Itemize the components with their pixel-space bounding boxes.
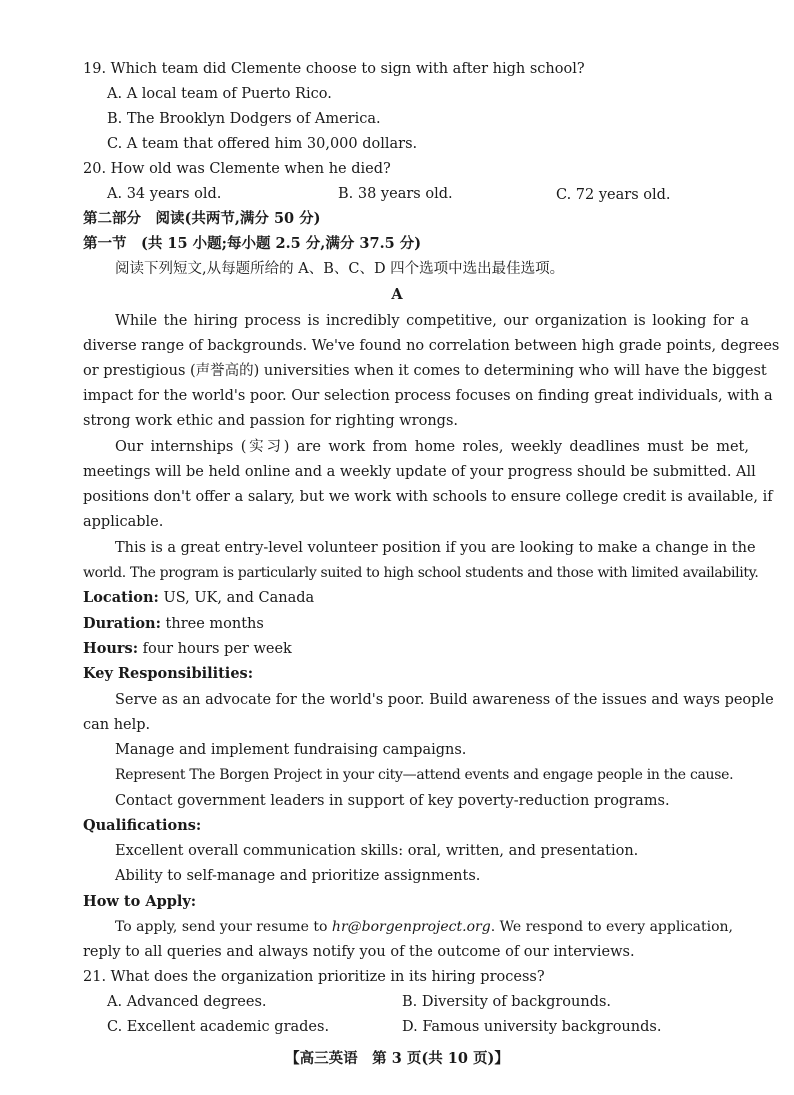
duration-row xyxy=(83,614,264,634)
resp2: Manage and implement fundraising campaigns. xyxy=(115,742,467,758)
apply-email: hr@borgenproject.org xyxy=(331,919,491,935)
part2-title: 第二部分 阅读(共两节,满分 50 分) xyxy=(83,210,321,227)
page-footer: 【高三英语 第 3 页(共 10 页)】 xyxy=(285,1050,509,1067)
p1-line2: diverse range of backgrounds. We've found no correlation between high grade points, degrees xyxy=(83,338,780,354)
q21-option-b: B. Diversity of backgrounds. xyxy=(402,994,612,1010)
duration-label: Duration: xyxy=(83,615,161,632)
qual1: Excellent overall communication skills: oral, written, and presentation. xyxy=(115,843,639,859)
location-row xyxy=(83,588,314,608)
resp3: Represent The Borgen Project in your city—attend events and engage people in the cause. xyxy=(115,767,734,783)
q20-stem: 20. How old was Clemente when he died? xyxy=(83,161,391,177)
q19-option-b: B. The Brooklyn Dodgers of America. xyxy=(107,111,381,127)
q19-option-a: A. A local team of Puerto Rico. xyxy=(107,86,332,102)
resp4: Contact government leaders in support of key poverty-reduction programs. xyxy=(115,793,670,809)
hours-value: four hours per week xyxy=(138,641,292,657)
q20-option-a: A. 34 years old. xyxy=(107,186,222,202)
p1-line4: impact for the world's poor. Our selection process focuses on finding great individuals, with a xyxy=(83,388,773,404)
reading-instruction: 阅读下列短文,从每题所给的 A、B、C、D 四个选项中选出最佳选项。 xyxy=(115,261,565,277)
location-value: US, UK, and Canada xyxy=(158,590,315,606)
q21-stem: 21. What does the organization prioritize in its hiring process? xyxy=(83,969,545,985)
p3-line2: world. The program is particularly suited to high school students and those with limited availability. xyxy=(83,565,759,581)
apply-text-post: . We respond to every application, xyxy=(490,919,734,935)
p2-line2: meetings will be held online and a weekly update of your progress should be submitted. All xyxy=(83,464,756,480)
q21-option-a: A. Advanced degrees. xyxy=(107,994,267,1010)
p3-line1: This is a great entry-level volunteer position if you are looking to make a change in the xyxy=(115,540,756,556)
apply-heading: How to Apply: xyxy=(83,893,197,910)
responsibilities-heading: Key Responsibilities: xyxy=(83,665,254,682)
qualifications-heading: Qualifications: xyxy=(83,817,202,834)
p2-line4: applicable. xyxy=(83,514,164,530)
hours-row xyxy=(83,639,292,659)
p1-line3: or prestigious (声誉高的) universities when it comes to determining who will have the biggest xyxy=(83,363,767,379)
location-label: Location: xyxy=(83,589,159,606)
p1-line5: strong work ethic and passion for righting wrongs. xyxy=(83,413,459,429)
qual2: Ability to self-manage and prioritize assignments. xyxy=(115,868,481,884)
resp1-line1: Serve as an advocate for the world's poor. Build awareness of the issues and ways people xyxy=(115,692,774,708)
p1-line1: While the hiring process is incredibly competitive, our organization is looking for a xyxy=(115,313,749,329)
q21-option-d: D. Famous university backgrounds. xyxy=(402,1019,662,1035)
duration-value: three months xyxy=(160,616,264,632)
apply-text-pre: To apply, send your resume to xyxy=(115,919,332,935)
q21-option-c: C. Excellent academic grades. xyxy=(107,1019,330,1035)
apply-line2: reply to all queries and always notify you of the outcome of our interviews. xyxy=(83,944,635,960)
apply-line1 xyxy=(115,917,733,937)
q20-option-b: B. 38 years old. xyxy=(338,186,453,202)
section1-title: 第一节 (共 15 小题;每小题 2.5 分,满分 37.5 分) xyxy=(83,235,422,252)
p2-line1: Our internships (实习) are work from home roles, weekly deadlines must be met, xyxy=(115,439,749,455)
hours-label: Hours: xyxy=(83,640,139,657)
resp1-line2: can help. xyxy=(83,717,151,733)
q19-option-c: C. A team that offered him 30,000 dollars. xyxy=(107,136,418,152)
passage-letter: A xyxy=(391,286,403,303)
q20-option-c: C. 72 years old. xyxy=(556,187,671,203)
q19-stem: 19. Which team did Clemente choose to sign with after high school? xyxy=(83,61,585,77)
p2-line3: positions don't offer a salary, but we work with schools to ensure college credit is available, if xyxy=(83,489,773,505)
